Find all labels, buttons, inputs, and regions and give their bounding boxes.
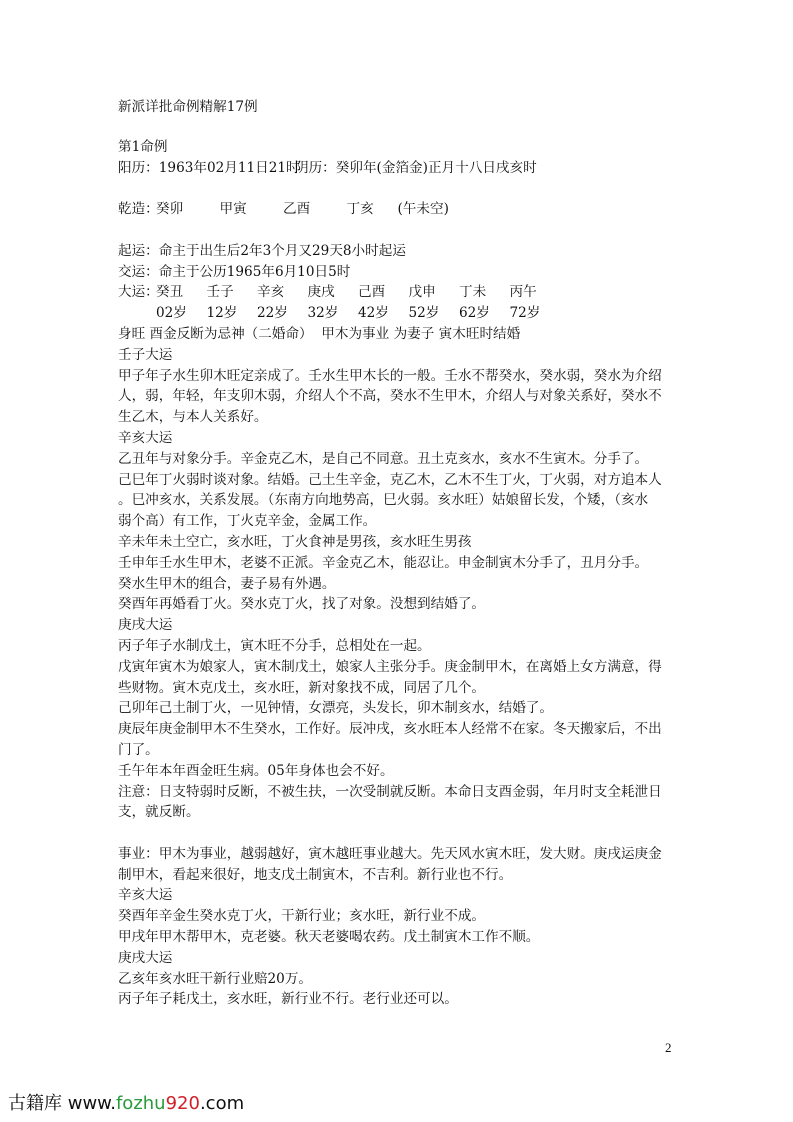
dayun-ages-row bbox=[118, 303, 683, 324]
text-line: 癸酉年再婚看丁火。癸水克丁火，找了对象。没想到结婚了。 bbox=[118, 596, 486, 613]
text-line: 。巳冲亥水，关系发展。（东南方向地势高，巳火弱。亥水旺）姑娘留长发，个矮，（亥水 bbox=[118, 492, 649, 509]
text-line: 人，弱，年轻，年支卯木弱，介绍人个不高，癸水不生甲木，介绍人与对象关系好，癸水不 bbox=[118, 388, 662, 405]
dayun-pillar: 壬子 bbox=[206, 284, 234, 301]
watermark-green: fozhu bbox=[115, 1093, 166, 1114]
dayun-age: 02岁 bbox=[156, 305, 187, 322]
text-line: 乙丑年与对象分手。辛金克乙木，是自己不同意。丑土克亥水，亥水不生寅木。分手了。 bbox=[118, 450, 649, 467]
dayun-label: 大运： bbox=[118, 284, 159, 301]
text-line: 些财物。寅木克戊土，亥水旺，新对象找不成，同居了几个。 bbox=[118, 679, 486, 696]
pillar: 乙酉 bbox=[283, 201, 311, 218]
text-line: 辛亥大运 bbox=[118, 887, 173, 904]
text-line: 辛亥大运 bbox=[118, 429, 173, 446]
pillar: 癸卯 bbox=[156, 201, 184, 218]
dayun-pillar: 丙午 bbox=[509, 284, 537, 301]
dayun-pillar: 己酉 bbox=[358, 284, 386, 301]
text-line: 甲戌年甲木帮甲木，克老婆。秋天老婆喝农药。戊土制寅木工作不顺。 bbox=[118, 929, 540, 946]
page-number: 2 bbox=[665, 1040, 672, 1055]
text-line: 癸酉年辛金生癸水克丁火，干新行业；亥水旺，新行业不成。 bbox=[118, 908, 486, 925]
dayun-age: 52岁 bbox=[408, 305, 440, 322]
text-line: 生乙木，与本人关系好。 bbox=[118, 409, 268, 426]
jiaoyun-line: 交运：命主于公历1965年6月10日5时 bbox=[118, 263, 351, 280]
text-line: 庚戌大运 bbox=[118, 949, 173, 966]
text-line: 戊寅年寅木为娘家人，寅木制戊土，娘家人主张分手。庚金制甲木，在离婚上女方满意，得 bbox=[118, 658, 662, 675]
lunar-date: 阴历：癸卯年(金箔金)正月十八日戌亥时 bbox=[295, 159, 537, 176]
pillar: 甲寅 bbox=[219, 201, 247, 218]
watermark-prefix: 古籍库 www. bbox=[8, 1093, 116, 1114]
text-line: 庚戌大运 bbox=[118, 617, 173, 634]
text-line: 壬午年本年酉金旺生病。05年身体也会不好。 bbox=[118, 762, 394, 779]
section-marriage bbox=[118, 345, 683, 823]
text-line: 注意：日支特弱时反断，不被生扶，一次受制就反断。本命日支酉金弱，年月时支全耗泄日 bbox=[118, 783, 662, 800]
summary-line: 身旺 酉金反断为忌神（二婚命） 甲木为事业 为妻子 寅木旺时结婚 bbox=[118, 325, 521, 342]
text-line: 门了。 bbox=[118, 741, 159, 758]
birth-dates bbox=[118, 158, 683, 179]
watermark-logo bbox=[8, 1089, 244, 1115]
dayun-age: 62岁 bbox=[459, 305, 490, 322]
qianzao-row bbox=[118, 199, 683, 220]
document-title: 新派详批命例精解17例 bbox=[118, 99, 258, 115]
text-line: 癸水生甲木的组合，妻子易有外遇。 bbox=[118, 575, 336, 592]
text-line: 甲子年子水生卯木旺定亲成了。壬水生甲木长的一般。壬水不帮癸水，癸水弱，癸水为介绍 bbox=[118, 367, 662, 384]
text-line: 事业：甲木为事业，越弱越好，寅木越旺事业越大。先天风水寅木旺，发大财。庚戌运庚金 bbox=[118, 845, 662, 862]
text-line: 辛未年未土空亡，亥水旺，丁火食神是男孩，亥水旺生男孩 bbox=[118, 533, 472, 550]
text-line: 己巳年丁火弱时谈对象。结婚。己土生辛金，克乙木，乙木不生丁火，丁火弱，对方追本人 bbox=[118, 471, 662, 488]
dayun-pillar: 辛亥 bbox=[257, 284, 285, 301]
pillar: 丁亥 bbox=[346, 201, 374, 218]
dayun-pillars-row bbox=[118, 282, 683, 303]
text-line: 壬申年壬水生甲木，老婆不正派。辛金克乙木，能忍让。申金制寅木分手了，丑月分手。 bbox=[118, 554, 649, 571]
dayun-pillar: 癸丑 bbox=[156, 284, 184, 301]
dayun-age: 22岁 bbox=[257, 305, 288, 322]
case-title: 第1命例 bbox=[118, 138, 168, 155]
text-line: 乙亥年亥水旺干新行业赔20万。 bbox=[118, 970, 313, 987]
dayun-age: 32岁 bbox=[307, 305, 339, 322]
dayun-pillar: 丁未 bbox=[459, 284, 487, 301]
text-line: 壬子大运 bbox=[118, 346, 173, 363]
text-line: 丙子年子耗戊土，亥水旺，新行业不行。老行业还可以。 bbox=[118, 991, 458, 1008]
dayun-age: 72岁 bbox=[509, 305, 541, 322]
kongwang-note: (午未空) bbox=[397, 201, 449, 218]
text-line: 支，就反断。 bbox=[118, 804, 200, 821]
dayun-age: 42岁 bbox=[358, 305, 389, 322]
text-line: 弱个高）有工作，丁火克辛金，金属工作。 bbox=[118, 513, 377, 530]
document-body bbox=[118, 97, 683, 1010]
text-line: 庚辰年庚金制甲木不生癸水，工作好。辰冲戌，亥水旺本人经常不在家。冬天搬家后，不出 bbox=[118, 721, 662, 738]
dayun-pillar: 庚戌 bbox=[307, 284, 335, 301]
dayun-pillar: 戊申 bbox=[408, 284, 436, 301]
text-line: 己卯年己土制丁火，一见钟情，女漂亮，头发长，卯木制亥水，结婚了。 bbox=[118, 700, 553, 717]
section-career bbox=[118, 844, 683, 1010]
qiyun-line: 起运：命主于出生后2年3个月又29天8小时起运 bbox=[118, 242, 406, 259]
qianzao-label: 乾造： bbox=[118, 201, 159, 218]
watermark-suffix: .com bbox=[199, 1093, 245, 1114]
text-line: 丙子年子水制戊土，寅木旺不分手，总相处在一起。 bbox=[118, 637, 431, 654]
dayun-age: 12岁 bbox=[206, 305, 238, 322]
watermark-red: 920 bbox=[165, 1093, 200, 1114]
text-line: 制甲木，看起来很好，地支戊土制寅木，不吉利。新行业也不行。 bbox=[118, 866, 513, 883]
solar-date: 阳历：1963年02月11日21时 bbox=[118, 159, 300, 176]
